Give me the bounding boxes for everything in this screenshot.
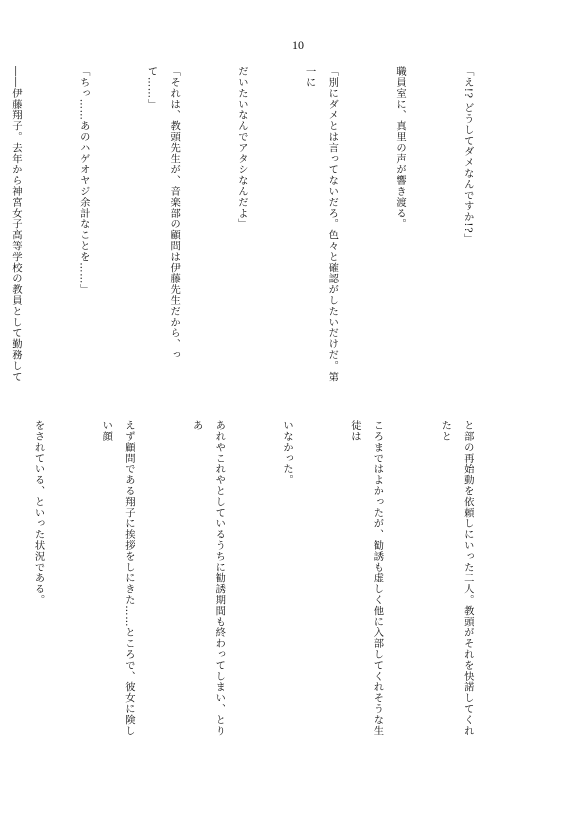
lower-text-block (32, 420, 524, 746)
text-line: をされている、といった状況である。 (32, 420, 45, 606)
text-line: いなかった。 (281, 420, 294, 486)
text-line: 「別にダメとは言ってないだろ。色々と確認がしたいだけだ。第一に (303, 66, 339, 383)
text-line: 職員室に、真里の声が響き渡る。 (394, 66, 407, 230)
text-line: と部の再始動を依頼しにいった二人。教頭がそれを快諾してくれたと (439, 420, 474, 737)
text-line: あれやこれやとしているうちに勧誘期間も終わってしまい、とりあ (190, 420, 226, 737)
lower-vertical-text (32, 420, 524, 746)
text-line: ころまではよかったが、勧誘も虚しく他に入部してくれそうな生徒は (348, 420, 384, 737)
text-line: ――伊藤翔子。去年から神宮女子高等学校の教員として勤務して (9, 66, 22, 383)
upper-text-block (9, 66, 524, 392)
text-line: だいたいなんでアタシなんだよ」 (235, 66, 248, 230)
text-line: 「それは、教頭先生が、音楽部の顧問は伊藤先生だから、って……」 (145, 66, 181, 361)
text-line: えず顧問である翔子に挨拶をしにきた……ところで、彼女に険しい顔 (100, 420, 135, 737)
upper-vertical-text (9, 66, 524, 392)
text-line: 「え!? どうしてダメなんですか!?」 (461, 66, 474, 245)
text-line: 「ちっ……あのハゲオヤジ余計なことを……」 (77, 66, 90, 295)
page-number: 10 (292, 38, 304, 52)
